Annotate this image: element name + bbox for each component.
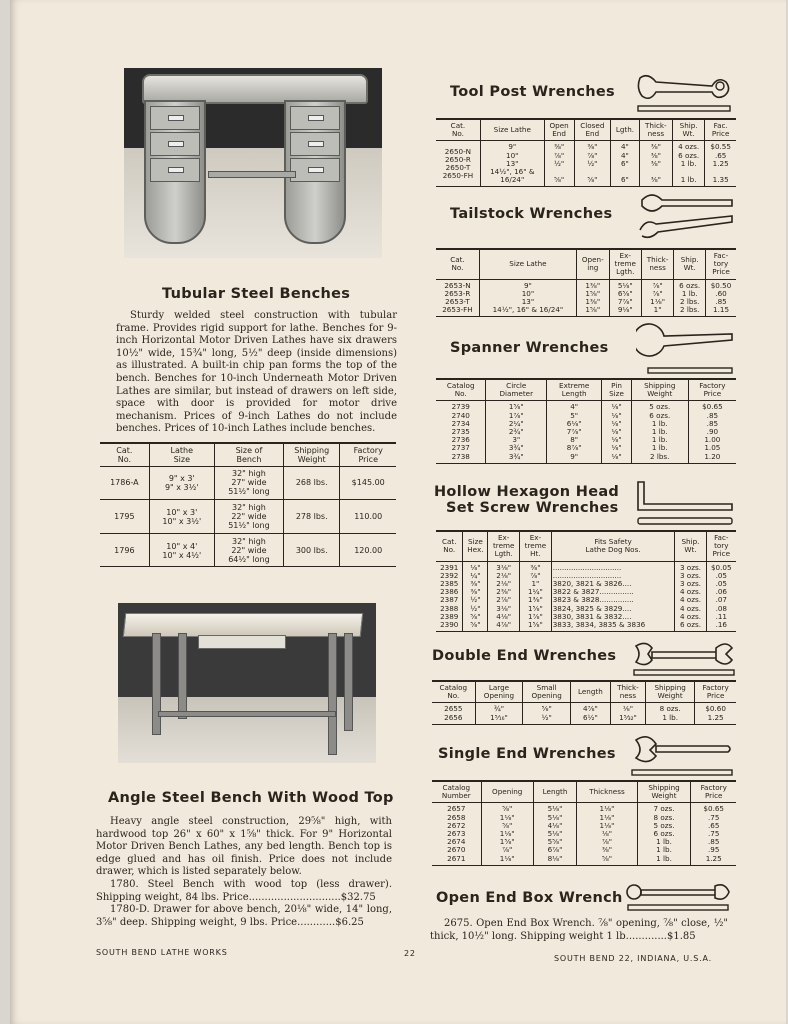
table-cell: $0.65 .75 .65 .75 .85 .95 1.25 [691,803,736,865]
header-cell: Shipping Weight [284,443,340,467]
table-cell: $0.50 .60 .85 1.15 [706,279,736,317]
table-cell: ⅛" 1⁵⁄₃₂" [610,703,645,724]
table-cell: 32" high 27" wide 51½" long [214,467,283,500]
table-cell: ⅜" ⅞" ½" ⅝" [574,141,611,187]
hollow-title-2: Set Screw Wrenches [446,500,619,516]
table-cell: 278 lbs. [284,500,340,534]
header-cell: Ship. Wt. [675,531,706,561]
angle-description: Heavy angle steel construction, 29⅝" high, with hardwood top 26" x 60" x 1⅝" thick. For 9" Horizontal Motor Driven Bench Lathes, any bed length. Bench top is edge glued and has oil finish. Price does not include drawer, which is listed separately below. 1780. Steel Bench with wood top (less drawer). Shipping weight, 84 lbs. Price.............................$32.75 1780-D. Drawer for above bench, 20⅛" wide, 14" long, 3⅝" deep. Shipping weight, 9 lbs. Price............$6.25 [96,816,392,928]
header-cell: Size Lathe [480,119,544,141]
angle-bench-photo [118,603,376,763]
table-cell: 2391 2392 2385 2386 2387 2388 2389 2390 [436,561,463,632]
header-cell: Thick- ness [610,681,645,703]
header-cell: Fac- tory Price [706,531,736,561]
spanner-wrench-icon [636,320,736,376]
table-cell: 4" 4" 6" 6" [611,141,640,187]
header-cell: Circle Diameter [486,379,547,401]
header-cell: Size Hex. [463,531,488,561]
hex-key-wrench-icon [634,478,736,528]
table-cell: 1795 [100,500,149,534]
header-cell: Lgth. [611,119,640,141]
table-cell: $0.05 .05 .05 .06 .07 .08 .11 .16 [706,561,736,632]
header-cell: Large Opening [475,681,523,703]
table-cell: 9" 10" 13" 14½", 16" & 16/24" [479,279,576,317]
tubular-table [100,442,396,567]
single-end-wrench-icon [630,734,734,780]
table-cell: 4 ozs. 6 ozs. 1 lb. 1 lb. [672,141,704,187]
header-cell: Shipping Weight [637,781,691,803]
header-cell: Cat. No. [100,443,149,467]
table-cell: 1796 [100,534,149,567]
table-cell: 5 ozs. 6 ozs. 1 lb. 1 lb. 1 lb. 1 lb. 2 lbs. [631,401,688,463]
toolpost-table [436,118,736,187]
header-cell: Shipping Weight [646,681,695,703]
header-cell: Open- ing [576,249,609,279]
box-wrench-icon [624,880,732,914]
table-cell: $0.55 .65 1.25 1.35 [705,141,736,187]
header-cell: Ex- treme Ht. [520,531,552,561]
header-cell: Small Opening [523,681,571,703]
table-cell: ⅜" ⅞" ½" ⅝" [544,141,574,187]
table-cell: 268 lbs. [284,467,340,500]
table-cell: ⅝" ½" [523,703,571,724]
spanner-table [436,378,736,464]
table-cell: .............................. .............................. 3820, 3821 & 3826.... 3822 & 3827............... 3823 & 3828............... 3824, 3825 & 3829.... 3830, 3831 & 3832.... 3833, 3834, 3835 & 3836 [551,561,675,632]
table-cell: 2650-N 2650-R 2650-T 2650-FH [436,141,480,187]
tailstock-title: Tailstock Wrenches [450,206,613,222]
table-cell: $0.60 1.25 [695,703,736,724]
table-cell: 3⅛" 2⅛" 2⅛" 2⅜" 2⅞" 3⅛" 4⅛" 4⅞" [488,561,520,632]
double-end-wrench-icon [632,640,736,678]
hollow-title-1: Hollow Hexagon Head [434,484,620,500]
header-cell: Cat. No. [436,119,480,141]
header-cell: Closed End [574,119,611,141]
table-cell: 1⅝" 1⅞" 2¼" 2¾" 3" 3¾" 3¾" [486,401,547,463]
header-cell: Factory Price [695,681,736,703]
header-cell: Ship. Wt. [672,119,704,141]
table-cell: 1⅛" 1⅛" 1⅛" ⅛" ⅞" ⅜" ⅝" [577,803,637,865]
table-cell: ⅜" ⅞" 1" 1¼" 1⅜" 1⅝" 1⅞" 1⅝" [520,561,552,632]
table-cell: 1⅜" 1⅝" 1⅜" 1⅝" [576,279,609,317]
table-row [100,534,396,567]
catalog-page [10,0,786,1024]
header-cell: Open End [544,119,574,141]
table-cell: 10" x 3' 10" x 3½' [149,500,214,534]
table-cell: 2657 2658 2672 2673 2674 2670 2671 [432,803,481,865]
table-row [100,467,396,500]
table-cell: $145.00 [340,467,396,500]
header-cell: Lathe Size [149,443,214,467]
table-row [436,141,736,187]
double-table [432,680,736,725]
header-cell: Factory Price [688,379,736,401]
header-cell: Thickness [577,781,637,803]
table-cell: 9" x 3' 9" x 3½' [149,467,214,500]
header-cell: Opening [481,781,533,803]
header-cell: Fac. Price [705,119,736,141]
angle-title: Angle Steel Bench With Wood Top [108,790,394,806]
spanner-title: Spanner Wrenches [450,340,609,356]
tool-post-wrench-icon [636,72,732,118]
header-cell: Thick- ness [641,249,673,279]
header-cell: Ship. Wt. [674,249,706,279]
toolpost-title: Tool Post Wrenches [450,84,615,100]
hollow-table [436,530,736,632]
table-cell: ⅜" ⅜" ⅜" ⅜" [639,141,672,187]
header-cell: Catalog No. [432,681,475,703]
header-cell: Extreme Length [547,379,602,401]
single-table [432,780,736,866]
table-cell: ⅛" ¼" ⅜" ⅜" ½" ½" ⅝" ⅝" [463,561,488,632]
header-cell: Catalog No. [436,379,486,401]
table-cell: 4⅞" 6½" [570,703,610,724]
footer-right: SOUTH BEND 22, INDIANA, U.S.A. [554,954,712,963]
table-cell: 10" x 4' 10" x 4½' [149,534,214,567]
tubular-title: Tubular Steel Benches [162,286,351,302]
table-cell: 120.00 [340,534,396,567]
header-cell: Cat. No. [436,249,479,279]
table-cell: 9" 10" 13" 14½", 16" & 16/24" [480,141,544,187]
header-cell: Factory Price [691,781,736,803]
header-cell: Thick- ness [639,119,672,141]
table-cell: ⅝" 1⅛" ⅝" 1⅛" 1⅝" ⅞" 1⅛" [481,803,533,865]
header-cell: Shipping Weight [631,379,688,401]
table-cell: 2739 2740 2734 2735 2736 2737 2738 [436,401,486,463]
table-cell: 2653-N 2653-R 2653-T 2653-FH [436,279,479,317]
header-cell: Ex- treme Lgth. [488,531,520,561]
header-cell: Length [533,781,577,803]
tailstock-table [436,248,736,317]
table-row [432,703,736,724]
table-cell: 300 lbs. [284,534,340,567]
openend-description: 2675. Open End Box Wrench. ⅞" opening, ⅞" close, ½" thick, 10½" long. Shipping weight 1 lb.............$1.85 [430,918,728,942]
header-cell: Catalog Number [432,781,481,803]
table-row [432,803,736,865]
table-cell: 32" high 22" wide 64½" long [214,534,283,567]
table-cell: ⅛" ⅛" ⅛" ⅛" ⅛" ⅛" ⅛" [602,401,631,463]
tubular-bench-photo [124,68,382,258]
table-row [436,279,736,317]
tailstock-wrench-icon [636,190,736,246]
table-cell: 6 ozs. 1 lb. 2 lbs. 2 lbs. [674,279,706,317]
single-title: Single End Wrenches [438,746,616,762]
header-cell: Factory Price [340,443,396,467]
table-cell: $0.65 .85 .85 .90 1.00 1.05 1.20 [688,401,736,463]
footer-page-number: 22 [404,949,416,958]
table-cell: 5⅛" 6⅝" 7⅞" 9⅛" [609,279,641,317]
table-cell: 32" high 22" wide 51½" long [214,500,283,534]
header-cell: Cat. No. [436,531,463,561]
header-cell: Length [570,681,610,703]
table-cell: 3 ozs. 3 ozs. 3 ozs. 4 ozs. 4 ozs. 4 ozs. 4 ozs. 6 ozs. [675,561,706,632]
table-cell: ⅞" ⅞" 1⅛" 1" [641,279,673,317]
tubular-description: Sturdy welded steel construction with tubular frame. Provides rigid support for lathe. Benches for 9-inch Horizontal Motor Driven Lathes have six drawers 10½" wide, 15¾" long, 5½" deep (inside dimensions) as illustrated. A built-in chip pan forms the top of the bench. Benches for 10-inch Underneath Motor Driven Lathes are similar, but instead of drawers on left side, space with door is provided for motor drive mechanism. Prices of 9-inch Lathes do not include benches. Prices of 10-inch Lathes include benches. [116,310,397,435]
table-row [436,561,736,632]
table-cell: 110.00 [340,500,396,534]
openend-title: Open End Box Wrench [436,890,623,906]
table-cell: 2655 2656 [432,703,475,724]
header-cell: Size of Bench [214,443,283,467]
table-cell: 8 ozs. 1 lb. [646,703,695,724]
table-row [436,401,736,463]
footer-left: SOUTH BEND LATHE WORKS [96,948,228,957]
header-cell: Fac- tory Price [706,249,736,279]
header-cell: Ex- treme Lgth. [609,249,641,279]
header-cell: Size Lathe [479,249,576,279]
header-cell: Fits Safety Lathe Dog Nos. [551,531,675,561]
table-cell: ¾" 1⁵⁄₁₆" [475,703,523,724]
header-cell: Pin Size [602,379,631,401]
table-cell: 5⅛" 5⅛" 4⅛" 5⅛" 5⅝" 6⅞" 8⅛" [533,803,577,865]
table-cell: 7 ozs. 8 ozs. 5 ozs. 6 ozs. 1 lb. 1 lb. 1 lb. [637,803,691,865]
table-row [100,500,396,534]
double-title: Double End Wrenches [432,648,617,664]
table-cell: 4" 5" 6⅛" 7⅞" 8" 8⅞" 9" [547,401,602,463]
table-cell: 1786-A [100,467,149,500]
